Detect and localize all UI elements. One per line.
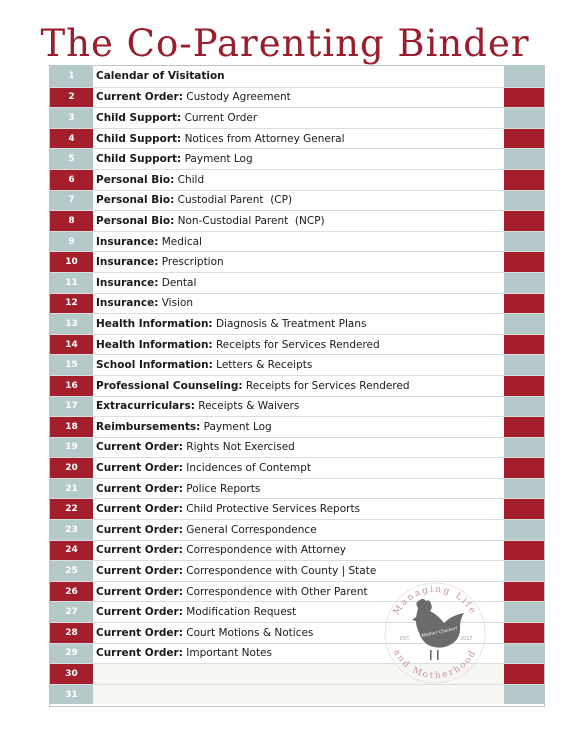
row-tab-marker xyxy=(504,170,544,190)
row-number: 5 xyxy=(50,149,93,169)
table-row xyxy=(50,375,544,396)
row-label xyxy=(93,211,504,231)
page-title: The Co-Parenting Binder xyxy=(40,22,530,65)
row-tab-marker xyxy=(504,129,544,149)
table-row xyxy=(50,293,544,314)
row-label xyxy=(93,541,504,561)
row-label xyxy=(93,232,504,252)
row-number: 20 xyxy=(50,458,93,478)
row-label-category: Extracurriculars: xyxy=(96,400,195,413)
row-tab-marker xyxy=(504,602,544,622)
row-tab-marker xyxy=(504,66,544,87)
row-tab-marker xyxy=(504,314,544,334)
row-label-category: Personal Bio: xyxy=(96,214,175,227)
row-label-category: Current Order: xyxy=(96,606,183,619)
row-label-detail: Child xyxy=(174,173,205,186)
row-label-category: Current Order: xyxy=(96,441,183,454)
row-number: 22 xyxy=(50,499,93,519)
row-label xyxy=(93,499,504,519)
row-label xyxy=(93,376,504,396)
row-label-category: Current Order: xyxy=(96,503,183,516)
row-tab-marker xyxy=(504,191,544,211)
row-tab-marker xyxy=(504,149,544,169)
row-number: 9 xyxy=(50,232,93,252)
row-number: 6 xyxy=(50,170,93,190)
table-row xyxy=(50,231,544,252)
row-label-detail: Medical xyxy=(158,235,202,248)
row-label-detail: Police Reports xyxy=(182,482,261,495)
row-number: 27 xyxy=(50,602,93,622)
row-number: 25 xyxy=(50,561,93,581)
row-label-detail: Dental xyxy=(158,276,197,289)
row-label-category: Current Order: xyxy=(96,544,183,557)
table-row xyxy=(50,478,544,499)
row-label-detail: Diagnosis & Treatment Plans xyxy=(212,317,367,330)
table-row xyxy=(50,437,544,458)
row-label xyxy=(93,88,504,108)
row-number: 14 xyxy=(50,335,93,355)
row-number: 12 xyxy=(50,294,93,314)
stamp-center-text: Oh Mother Clucker! xyxy=(413,626,459,641)
row-label-detail: Payment Log xyxy=(200,420,272,433)
row-label-category: Insurance: xyxy=(96,235,159,248)
row-tab-marker xyxy=(504,335,544,355)
row-label-category: Health Information: xyxy=(96,338,213,351)
stamp-est-text: EST. xyxy=(400,636,411,642)
row-label-detail: Incidences of Contempt xyxy=(182,462,311,475)
row-label xyxy=(93,170,504,190)
row-label-detail: Prescription xyxy=(158,256,224,269)
table-row xyxy=(50,498,544,519)
row-label-category: Current Order: xyxy=(96,462,183,475)
row-label-category: Personal Bio: xyxy=(96,194,175,207)
row-number: 17 xyxy=(50,397,93,417)
table-row xyxy=(50,354,544,375)
row-label-category: Insurance: xyxy=(96,276,159,289)
row-label xyxy=(93,191,504,211)
row-tab-marker xyxy=(504,273,544,293)
row-tab-marker xyxy=(504,664,544,684)
table-row xyxy=(50,190,544,211)
row-label-category: Current Order: xyxy=(96,585,183,598)
row-number: 16 xyxy=(50,376,93,396)
row-label-detail: Child Protective Services Reports xyxy=(182,503,361,516)
table-row xyxy=(50,540,544,561)
row-label-detail: Non-Custodial Parent (NCP) xyxy=(174,214,325,227)
row-label-detail: Rights Not Exercised xyxy=(182,441,295,454)
table-row xyxy=(50,148,544,169)
table-row xyxy=(50,169,544,190)
row-label-category: Insurance: xyxy=(96,256,159,269)
row-label-detail: Court Motions & Notices xyxy=(182,626,314,639)
table-row xyxy=(50,272,544,293)
row-label xyxy=(93,458,504,478)
row-label-category: Professional Counseling: xyxy=(96,379,243,392)
row-tab-marker xyxy=(504,520,544,540)
row-label xyxy=(93,520,504,540)
row-label xyxy=(93,252,504,272)
row-label-category: School Information: xyxy=(96,359,213,372)
row-number: 3 xyxy=(50,108,93,128)
row-label-category: Current Order: xyxy=(96,91,183,104)
row-label-category: Insurance: xyxy=(96,297,159,310)
table-row xyxy=(50,210,544,231)
row-label xyxy=(93,108,504,128)
table-row xyxy=(50,107,544,128)
row-number: 21 xyxy=(50,479,93,499)
table-row xyxy=(50,66,544,87)
row-tab-marker xyxy=(504,582,544,602)
table-row xyxy=(50,457,544,478)
row-label-category: Child Support: xyxy=(96,111,182,124)
row-tab-marker xyxy=(504,211,544,231)
row-tab-marker xyxy=(504,644,544,664)
row-label-category: Calendar of Visitation xyxy=(96,70,225,83)
row-label-detail: Correspondence with County | State xyxy=(182,565,377,578)
row-tab-marker xyxy=(504,438,544,458)
table-row xyxy=(50,87,544,108)
row-tab-marker xyxy=(504,232,544,252)
stamp-arc-top-text: Managing Life xyxy=(391,584,479,617)
row-tab-marker xyxy=(504,685,544,705)
table-row xyxy=(50,416,544,437)
stamp-year-text: 2017 xyxy=(460,636,473,642)
row-label xyxy=(93,273,504,293)
row-number: 26 xyxy=(50,582,93,602)
row-tab-marker xyxy=(504,355,544,375)
row-label-category: Current Order: xyxy=(96,482,183,495)
table-row xyxy=(50,396,544,417)
table-row xyxy=(50,334,544,355)
row-label xyxy=(93,314,504,334)
row-label-category: Personal Bio: xyxy=(96,173,175,186)
row-tab-marker xyxy=(504,479,544,499)
stamp-arc-bottom-text: and Motherhood xyxy=(391,647,479,682)
row-label xyxy=(93,66,504,87)
row-number: 28 xyxy=(50,623,93,643)
row-label-category: Child Support: xyxy=(96,132,182,145)
row-label-detail: Modification Request xyxy=(182,606,297,619)
row-number: 23 xyxy=(50,520,93,540)
row-label-detail: Receipts & Waivers xyxy=(194,400,300,413)
row-label-category: Child Support: xyxy=(96,153,182,166)
watermark-stamp xyxy=(380,578,490,688)
row-label-detail: General Correspondence xyxy=(182,523,317,536)
row-label-detail: Letters & Receipts xyxy=(212,359,313,372)
row-label xyxy=(93,355,504,375)
row-label-category: Current Order: xyxy=(96,523,183,536)
row-label-category: Health Information: xyxy=(96,317,213,330)
row-label-detail: Correspondence with Other Parent xyxy=(182,585,368,598)
row-tab-marker xyxy=(504,376,544,396)
row-tab-marker xyxy=(504,252,544,272)
row-label-detail: Current Order xyxy=(181,111,258,124)
row-tab-marker xyxy=(504,541,544,561)
table-row xyxy=(50,313,544,334)
row-tab-marker xyxy=(504,499,544,519)
row-tab-marker xyxy=(504,561,544,581)
row-label xyxy=(93,438,504,458)
row-label xyxy=(93,479,504,499)
row-number: 29 xyxy=(50,644,93,664)
row-number: 7 xyxy=(50,191,93,211)
table-row xyxy=(50,519,544,540)
table-row xyxy=(50,128,544,149)
row-tab-marker xyxy=(504,88,544,108)
row-number: 18 xyxy=(50,417,93,437)
row-tab-marker xyxy=(504,397,544,417)
row-tab-marker xyxy=(504,458,544,478)
row-number: 31 xyxy=(50,685,93,705)
row-number: 15 xyxy=(50,355,93,375)
row-number: 4 xyxy=(50,129,93,149)
row-number: 30 xyxy=(50,664,93,684)
row-label xyxy=(93,335,504,355)
row-number: 13 xyxy=(50,314,93,334)
row-number: 19 xyxy=(50,438,93,458)
row-label xyxy=(93,417,504,437)
row-label-detail: Payment Log xyxy=(181,153,253,166)
row-label-category: Current Order: xyxy=(96,565,183,578)
row-label-detail: Custody Agreement xyxy=(182,91,291,104)
row-label xyxy=(93,129,504,149)
row-tab-marker xyxy=(504,623,544,643)
row-label-category: Current Order: xyxy=(96,626,183,639)
row-label xyxy=(93,149,504,169)
row-label-detail: Vision xyxy=(158,297,194,310)
row-tab-marker xyxy=(504,108,544,128)
row-label-detail: Correspondence with Attorney xyxy=(182,544,347,557)
table-row xyxy=(50,251,544,272)
row-number: 10 xyxy=(50,252,93,272)
row-label xyxy=(93,294,504,314)
row-label-detail: Receipts for Services Rendered xyxy=(212,338,380,351)
row-label-detail: Custodial Parent (CP) xyxy=(174,194,293,207)
row-label-detail: Receipts for Services Rendered xyxy=(242,379,410,392)
row-tab-marker xyxy=(504,417,544,437)
row-label-detail: Notices from Attorney General xyxy=(181,132,345,145)
row-label-category: Reimbursements: xyxy=(96,420,201,433)
row-number: 24 xyxy=(50,541,93,561)
row-label-category: Current Order: xyxy=(96,647,183,660)
row-tab-marker xyxy=(504,294,544,314)
row-number: 1 xyxy=(50,66,93,87)
row-number: 11 xyxy=(50,273,93,293)
row-number: 8 xyxy=(50,211,93,231)
row-label xyxy=(93,397,504,417)
row-label-detail: Important Notes xyxy=(182,647,272,660)
row-number: 2 xyxy=(50,88,93,108)
